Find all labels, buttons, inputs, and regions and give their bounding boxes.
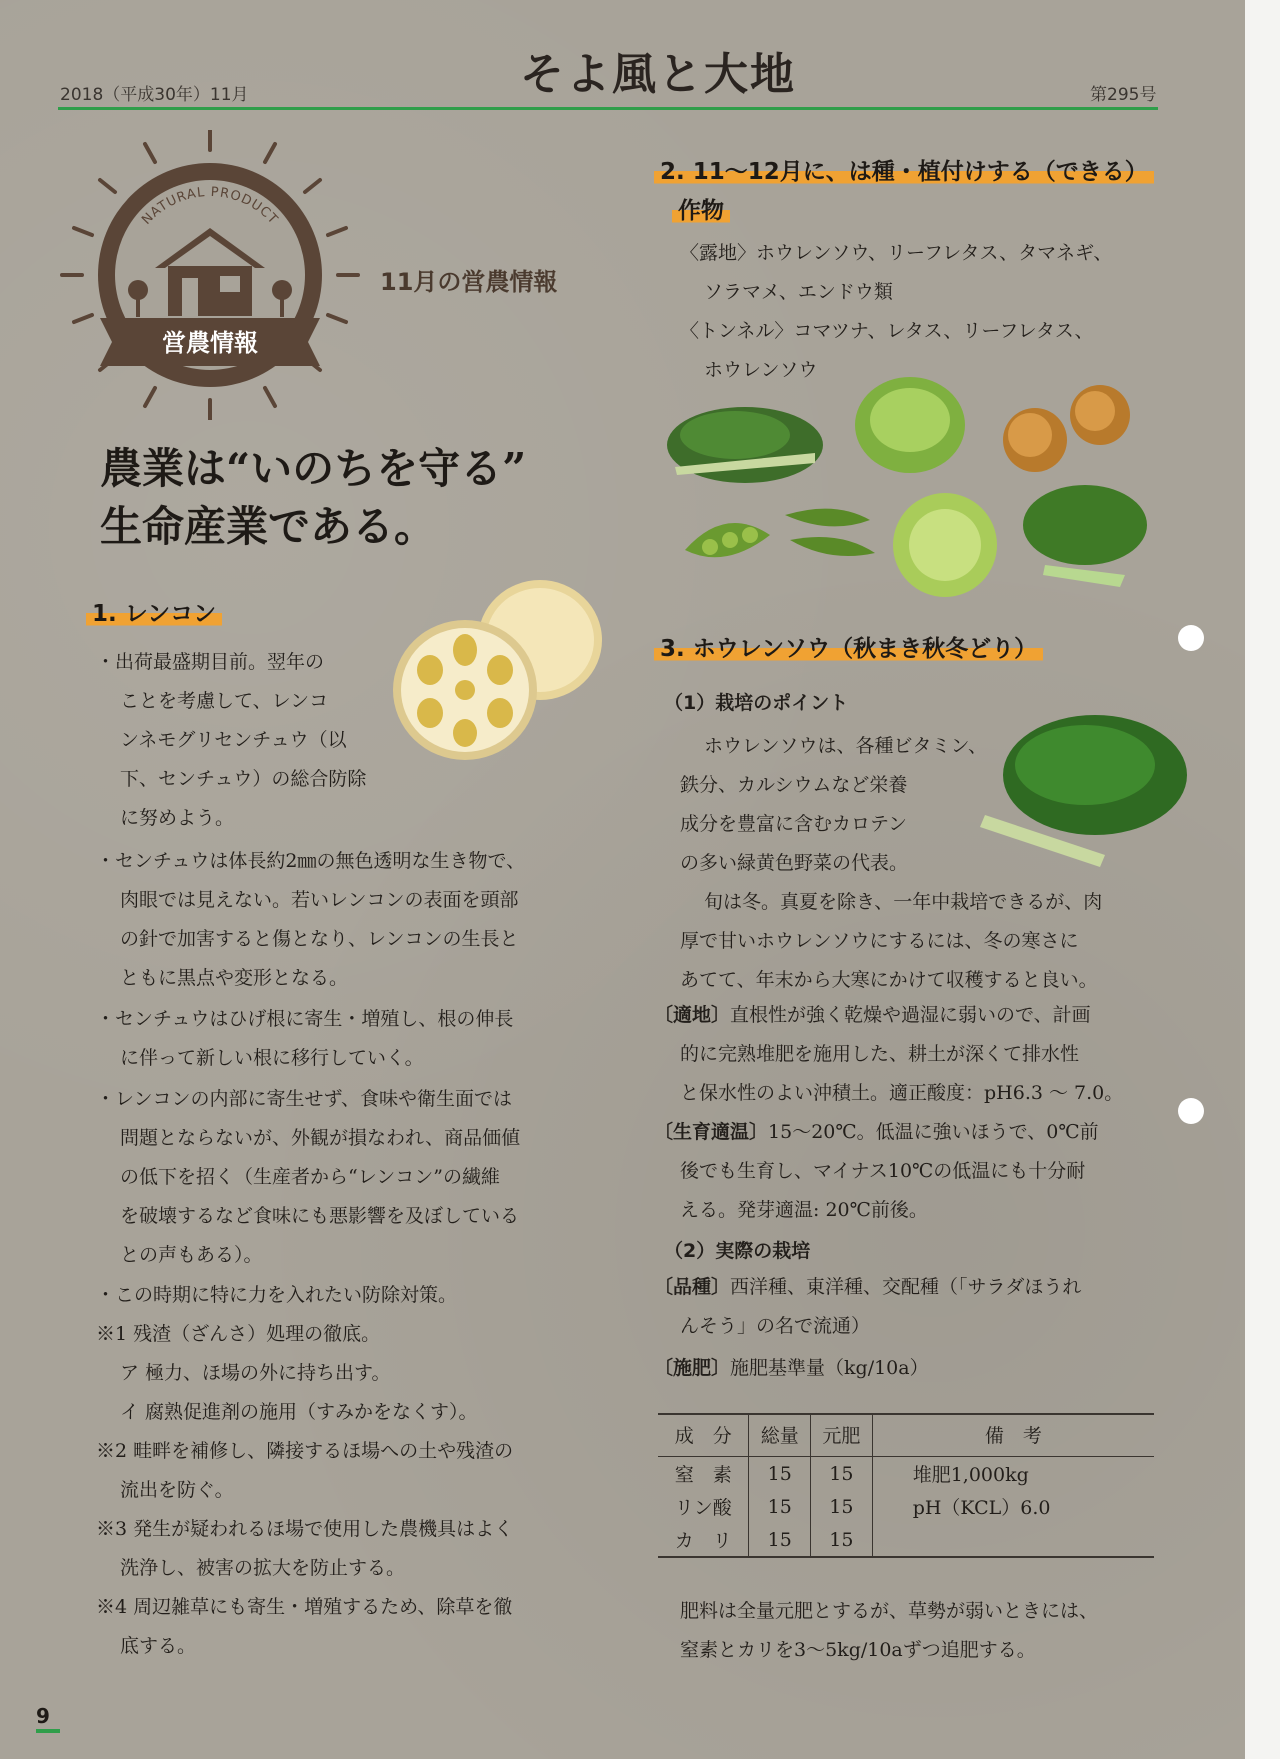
fertilizer-table xyxy=(658,1413,1154,1558)
text-line: 肉眼では見えない。若いレンコンの表面を頭部 xyxy=(120,889,519,911)
spinach-icon xyxy=(667,407,823,483)
text-line: 〈露地〉ホウレンソウ、リーフレタス、タマネギ、 xyxy=(680,242,1113,264)
text-line: ・センチュウはひげ根に寄生・増殖し、根の伸長 xyxy=(96,1008,514,1030)
text-line: の低下を招く（生産者から“レンコン”の繊維 xyxy=(120,1166,500,1188)
text-line: 厚で甘いホウレンソウにするには、冬の寒さに xyxy=(680,930,1079,952)
text-line: 窒素とカリを3～5kg/10aずつ追肥する。 xyxy=(680,1639,1036,1661)
table-row xyxy=(658,1457,1154,1491)
text-line: 的に完熟堆肥を施用した、耕土が深くて排水性 xyxy=(680,1043,1080,1065)
text-line: イ 腐熟促進剤の施用（すみかをなくす）。 xyxy=(120,1401,478,1423)
snap-pea-icon xyxy=(785,509,875,556)
text-line: ・レンコンの内部に寄生せず、食味や衛生面では xyxy=(96,1088,513,1110)
text-line: ・出荷最盛期目前。翌年の xyxy=(96,651,325,673)
fertilizer-note xyxy=(680,1592,1180,1670)
komatsuna-icon xyxy=(1023,485,1147,587)
renkon-bullet xyxy=(96,1000,616,1078)
text-line: 成分を豊富に含むカロテン xyxy=(680,813,908,835)
cultivation-points-heading: （1）栽培のポイント xyxy=(664,692,849,714)
renkon-bullet xyxy=(96,643,596,838)
text-line: 旬は冬。真夏を除き、一年中栽培できるが、肉 xyxy=(704,891,1103,913)
text-line: ことを考慮して、レンコ xyxy=(120,690,329,712)
spinach-heading: 3. ホウレンソウ（秋まき秋冬どり） xyxy=(654,630,1043,663)
text-line: ア 極力、ほ場の外に持ち出す。 xyxy=(120,1362,391,1384)
text-line: 下、センチュウ）の総合防除 xyxy=(120,768,367,790)
actual-cultivation-heading: （2）実際の栽培 xyxy=(664,1240,811,1262)
right-margin xyxy=(1245,0,1280,1759)
text-line: 直根性が強く乾燥や過湿に弱いので、計画 xyxy=(730,1004,1091,1026)
headline-line: 農業は“いのちを守る” xyxy=(100,444,527,493)
renkon-measures xyxy=(96,1276,616,1666)
text-line: ンネモグリセンチュウ（以 xyxy=(120,729,347,751)
table-cell: 15 xyxy=(749,1457,811,1491)
text-line: ともに黒点や変形となる。 xyxy=(120,967,349,989)
text-line: 問題とならないが、外観が損なわれ、商品価値 xyxy=(120,1127,521,1149)
text-line: との声もある）。 xyxy=(120,1244,263,1266)
suitable-land xyxy=(654,996,1174,1113)
farming-info-badge xyxy=(60,130,360,420)
text-line: 〈トンネル〉コマツナ、レタス、リーフレタス、 xyxy=(680,320,1094,342)
table-cell xyxy=(872,1523,1154,1557)
page-headline xyxy=(100,440,526,556)
text-line: ※1 残渣（ざんさ）処理の徹底。 xyxy=(96,1323,381,1345)
text-line: ・この時期に特に力を入れたい防除対策。 xyxy=(96,1284,458,1306)
growth-temperature xyxy=(654,1113,1174,1230)
text-line: 15～20℃。低温に強いほうで、0℃前 xyxy=(768,1121,1099,1143)
renkon-heading: 1. レンコン xyxy=(86,595,222,628)
table-cell: 15 xyxy=(811,1490,873,1523)
text-line: 流出を防ぐ。 xyxy=(120,1479,234,1501)
page-number: 9 xyxy=(36,1704,50,1728)
table-cell: 15 xyxy=(811,1523,873,1557)
text-line: 鉄分、カルシウムなど栄養 xyxy=(680,774,908,796)
renkon-bullet xyxy=(96,1080,616,1275)
page-number-bar xyxy=(36,1729,60,1733)
issue-number: 第295号 xyxy=(1090,85,1157,105)
variety-tag: 〔品種〕 xyxy=(654,1276,731,1298)
crops-list xyxy=(680,234,1180,390)
badge-label: 営農情報 xyxy=(162,329,258,357)
text-line: 底する。 xyxy=(120,1635,197,1657)
table-cell: pH（KCL）6.0 xyxy=(872,1490,1154,1523)
badge-arc-text: NATURAL PRODUCT xyxy=(139,184,281,228)
masthead-logo: そよ風と大地 xyxy=(520,49,796,100)
text-line: 施肥基準量（kg/10a） xyxy=(730,1357,929,1379)
table-row xyxy=(658,1523,1154,1557)
onion-icon xyxy=(1003,385,1130,472)
text-line: に努めよう。 xyxy=(120,807,235,829)
text-line: ※4 周辺雑草にも寄生・増殖するため、除草を徹 xyxy=(96,1596,513,1618)
fertilization xyxy=(654,1349,1174,1388)
text-line: 洗浄し、被害の拡大を防止する。 xyxy=(120,1557,406,1579)
table-cell: 15 xyxy=(749,1523,811,1557)
vegetables-image xyxy=(665,375,1155,605)
text-line: 肥料は全量元肥とするが、草勢が弱いときには、 xyxy=(680,1600,1099,1622)
column-header: 元肥 xyxy=(811,1414,873,1457)
table-cell: リン酸 xyxy=(674,1497,732,1519)
table-cell: カ リ xyxy=(658,1523,749,1557)
text-line: あてて、年末から大寒にかけて収穫すると良い。 xyxy=(680,969,1098,991)
text-line: んそう」の名で流通） xyxy=(680,1315,871,1337)
column-header: 備 考 xyxy=(872,1414,1154,1457)
text-line: ・センチュウは体長約2㎜の無色透明な生き物で、 xyxy=(96,850,526,872)
table-cell: 窒 素 xyxy=(674,1464,732,1486)
table-cell: 堆肥1,000kg xyxy=(872,1457,1154,1491)
fertilization-tag: 〔施肥〕 xyxy=(654,1357,731,1379)
punch-hole xyxy=(1178,1098,1204,1124)
punch-hole xyxy=(1178,625,1204,651)
text-line: の多い緑黄色野菜の代表。 xyxy=(680,852,909,874)
text-line: を破壊するなど食味にも悪影響を及ぼしている xyxy=(120,1205,520,1227)
text-line: える。発芽適温: 20℃前後。 xyxy=(680,1199,928,1221)
header-rule xyxy=(58,107,1158,110)
renkon-bullet xyxy=(96,842,616,998)
table-cell: 15 xyxy=(749,1490,811,1523)
text-line: ※2 畦畔を補修し、隣接するほ場への土や残渣の xyxy=(96,1440,514,1462)
broad-bean-icon xyxy=(685,523,770,557)
leaf-lettuce-icon xyxy=(855,377,965,473)
section-subtitle: 11月の営農情報 xyxy=(380,268,558,296)
table-row xyxy=(658,1490,1154,1523)
text-line: ※3 発生が疑われるほ場で使用した農機具はよく xyxy=(96,1518,514,1540)
text-line: と保水性のよい沖積土。適正酸度：pH6.3 ～ 7.0。 xyxy=(680,1082,1124,1104)
headline-line: 生命産業である。 xyxy=(100,502,437,551)
text-line: 後でも生育し、マイナス10℃の低温にも十分耐 xyxy=(680,1160,1086,1182)
lettuce-icon xyxy=(893,493,997,597)
issue-date: 2018（平成30年）11月 xyxy=(60,85,249,105)
text-line: ホウレンソウは、各種ビタミン、 xyxy=(704,735,988,757)
table-cell: 15 xyxy=(811,1457,873,1491)
text-line: ホウレンソウ xyxy=(704,359,818,381)
variety xyxy=(654,1268,1174,1346)
crops-heading: 2. 11～12月に、は種・植付けする（できる） xyxy=(654,153,1154,186)
text-line: ソラマメ、エンドウ類 xyxy=(704,281,893,303)
column-header: 成 分 xyxy=(658,1414,749,1457)
text-line: の針で加害すると傷となり、レンコンの生長と xyxy=(120,928,519,950)
text-line: 西洋種、東洋種、交配種（「サラダほうれ xyxy=(730,1276,1082,1298)
cultivation-points-text xyxy=(680,727,1180,1000)
crops-heading-2: 作物 xyxy=(672,192,730,225)
table-header-row xyxy=(658,1414,1154,1457)
suitable-land-tag: 〔適地〕 xyxy=(654,1004,731,1026)
text-line: に伴って新しい根に移行していく。 xyxy=(120,1047,424,1069)
column-header: 総量 xyxy=(749,1414,811,1457)
growth-temperature-tag: 〔生育適温〕 xyxy=(654,1121,769,1143)
